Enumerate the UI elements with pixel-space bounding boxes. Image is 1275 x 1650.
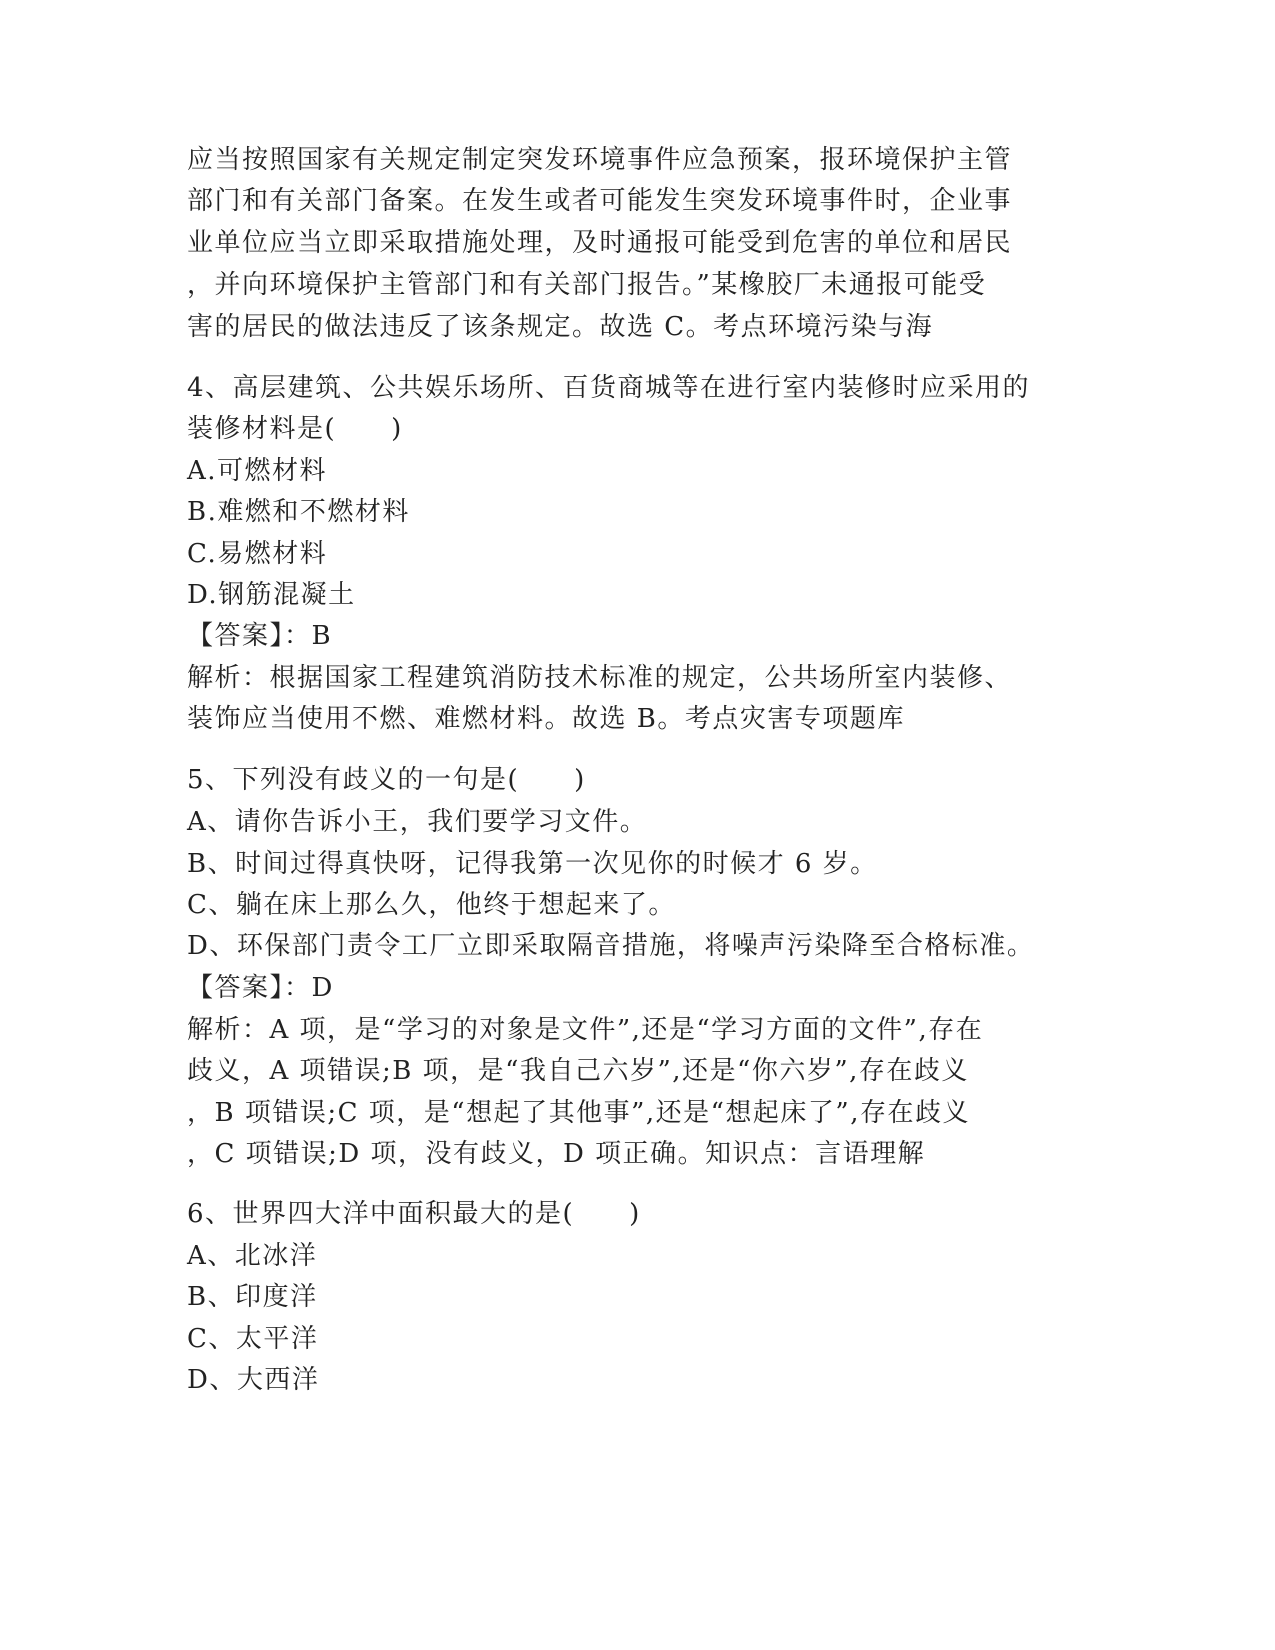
question-4-option-c: C.易燃材料: [187, 539, 328, 569]
question-6-stem: 6、世界四大洋中面积最大的是( ): [187, 1199, 641, 1229]
paragraph-line: 害的居民的做法违反了该条规定。故选 C。考点环境污染与海: [187, 312, 934, 342]
question-5-option-d: D、环保部门责令工厂立即采取隔音措施，将噪声污染降至合格标准。: [187, 931, 1035, 961]
question-4-stem: 装修材料是( ): [187, 414, 403, 444]
paragraph-line: 业单位应当立即采取措施处理，及时通报可能受到危害的单位和居民: [187, 228, 1013, 258]
question-5-answer: 【答案】：D: [187, 973, 334, 1003]
question-4-option-d: D.钢筋混凝土: [187, 580, 356, 610]
question-4-answer: 【答案】：B: [187, 621, 333, 651]
question-5-analysis: 解析：A 项，是“学习的对象是文件”,还是“学习方面的文件”,存在: [187, 1015, 984, 1045]
question-6-option-c: C、太平洋: [187, 1324, 319, 1354]
question-4-analysis: 装饰应当使用不燃、难燃材料。故选 B。考点灾害专项题库: [187, 704, 905, 734]
paragraph-line: 部门和有关部门备案。在发生或者可能发生突发环境事件时，企业事: [187, 186, 1013, 216]
question-5-option-a: A、请你告诉小王，我们要学习文件。: [187, 807, 648, 837]
question-4-option-a: A.可燃材料: [187, 456, 328, 486]
question-5-stem: 5、下列没有歧义的一句是( ): [187, 765, 586, 795]
question-6-option-d: D、大西洋: [187, 1365, 320, 1395]
question-4-stem: 4、高层建筑、公共娱乐场所、百货商城等在进行室内装修时应采用的: [187, 373, 1031, 403]
question-5-analysis: 歧义，A 项错误;B 项，是“我自己六岁”,还是“你六岁”,存在歧义: [187, 1056, 969, 1086]
question-5-option-c: C、躺在床上那么久，他终于想起来了。: [187, 890, 676, 920]
paragraph-line: ，并向环境保护主管部门和有关部门报告。”某橡胶厂未通报可能受: [187, 270, 987, 300]
question-5-option-b: B、时间过得真快呀，记得我第一次见你的时候才 6 岁。: [187, 849, 878, 879]
question-5-analysis: ，B 项错误;C 项，是“想起了其他事”,还是“想起床了”,存在歧义: [187, 1098, 970, 1128]
paragraph-line: 应当按照国家有关规定制定突发环境事件应急预案，报环境保护主管: [187, 145, 1013, 175]
question-6-option-b: B、印度洋: [187, 1282, 318, 1312]
question-5-analysis: ，C 项错误;D 项，没有歧义，D 项正确。知识点：言语理解: [187, 1139, 926, 1169]
question-6-option-a: A、北冰洋: [187, 1241, 318, 1271]
question-4-option-b: B.难燃和不燃材料: [187, 497, 410, 527]
question-4-analysis: 解析：根据国家工程建筑消防技术标准的规定，公共场所室内装修、: [187, 663, 1013, 693]
